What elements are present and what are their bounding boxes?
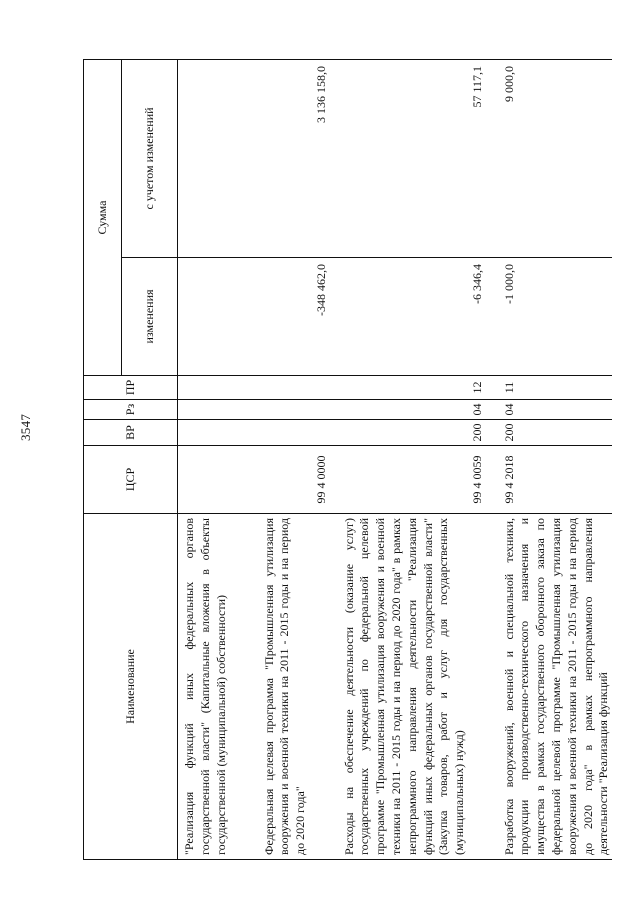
row-rz (262, 400, 314, 419)
row-rz-cell (258, 400, 338, 420)
row-csr: 99 4 2018 (501, 455, 516, 504)
row-change-cell (498, 258, 613, 376)
row-pr-cell (498, 376, 613, 400)
page-number: 3547 (18, 413, 33, 441)
row-name-cell (498, 514, 613, 860)
row-pr-cell (338, 376, 498, 400)
header-name: Наименование (84, 514, 178, 860)
row-rz-cell (498, 400, 613, 420)
row-name-cell (338, 514, 498, 860)
table-row (178, 59, 258, 859)
row-vr (262, 420, 314, 445)
row-csr: 99 4 0000 (313, 455, 328, 504)
header-pr: ПР (84, 376, 178, 400)
row-vr: 200 (501, 423, 516, 442)
row-rz-cell (338, 400, 498, 420)
row-csr-cell (258, 446, 338, 514)
row-pr-cell (178, 376, 258, 400)
row-with-changes: 57 117,1 (469, 65, 484, 108)
row-name-cell (178, 514, 258, 860)
row-pr: 12 (469, 381, 484, 394)
table-header (84, 59, 178, 859)
row-pr-cell (258, 376, 338, 400)
row-vr-cell (258, 420, 338, 446)
row-vr-cell (498, 420, 613, 446)
row-name: Федеральная целевая программа "Промышленная утилизация вооружения и военной техники на 2011 - 2015 годы и на период до 2020 года" (261, 518, 308, 855)
budget-table (83, 59, 612, 860)
header-vr: ВР (84, 420, 178, 446)
header-sum-group: Сумма (84, 59, 122, 375)
table-row (498, 59, 613, 859)
row-with-changes: 9 000,0 (501, 65, 516, 102)
row-csr-cell (498, 446, 613, 514)
row-rz: 04 (469, 403, 484, 416)
row-csr (182, 446, 234, 513)
row-change-cell (178, 258, 258, 376)
row-csr: 99 4 0059 (469, 455, 484, 504)
header-with-changes: с учетом изменений (122, 59, 178, 257)
row-pr: 11 (501, 381, 516, 394)
row-with-changes-cell (258, 59, 338, 257)
row-with-changes (182, 66, 234, 257)
table-row (258, 59, 338, 859)
row-csr-cell (178, 446, 258, 514)
row-vr (182, 420, 234, 445)
row-rz: 04 (501, 403, 516, 416)
row-csr-cell (338, 446, 498, 514)
row-name: "Реализация функций иных федеральных органов государственной власти" (Капитальные вложения в объекты государственной (муниципальной) собственности) (182, 518, 228, 855)
row-pr (262, 376, 314, 399)
row-with-changes-cell (338, 59, 498, 257)
row-name: Разработка вооружений, военной и специальной техники, продукции производственно-технического назначения и имущества в рамках государственного оборонного заказа по федеральной целевой программе "Промышленная утилизация вооружения и военной техники на 2011 - 2015 годы и на период до 2020 года" в рамках непрограммного направления деятельности "Реализация функций (501, 518, 611, 855)
row-rz (182, 400, 234, 419)
row-rz-cell (178, 400, 258, 420)
row-vr-cell (338, 420, 498, 446)
header-csr: ЦСР (84, 446, 178, 514)
header-change: изменения (122, 258, 178, 376)
row-change: -1 000,0 (501, 264, 516, 304)
row-with-changes: 3 136 158,0 (313, 65, 328, 123)
row-pr (182, 376, 234, 399)
row-vr-cell (178, 420, 258, 446)
row-with-changes-cell (498, 59, 613, 257)
row-change: -348 462,0 (313, 264, 328, 316)
row-change-cell (258, 258, 338, 376)
row-vr: 200 (469, 423, 484, 442)
row-change-cell (338, 258, 498, 376)
row-change (182, 264, 234, 375)
table-row (338, 59, 498, 859)
row-name-cell (258, 514, 338, 860)
row-name: Расходы на обеспечение деятельности (оказание услуг) государственных учреждений по федеральной целевой программе "Промышленная утилизация вооружения и военной техники на 2011 - 2015 годы и на период до 2020 года" в рамках непрограммного направления деятельности "Реализация функций иных федеральных органов государственной власти" (Закупка товаров, работ и услуг для государственных (муниципальных) нужд) (341, 518, 467, 855)
header-rz: Рз (84, 400, 178, 420)
row-change: -6 346,4 (469, 264, 484, 304)
row-with-changes-cell (178, 59, 258, 257)
table-body (178, 59, 613, 859)
